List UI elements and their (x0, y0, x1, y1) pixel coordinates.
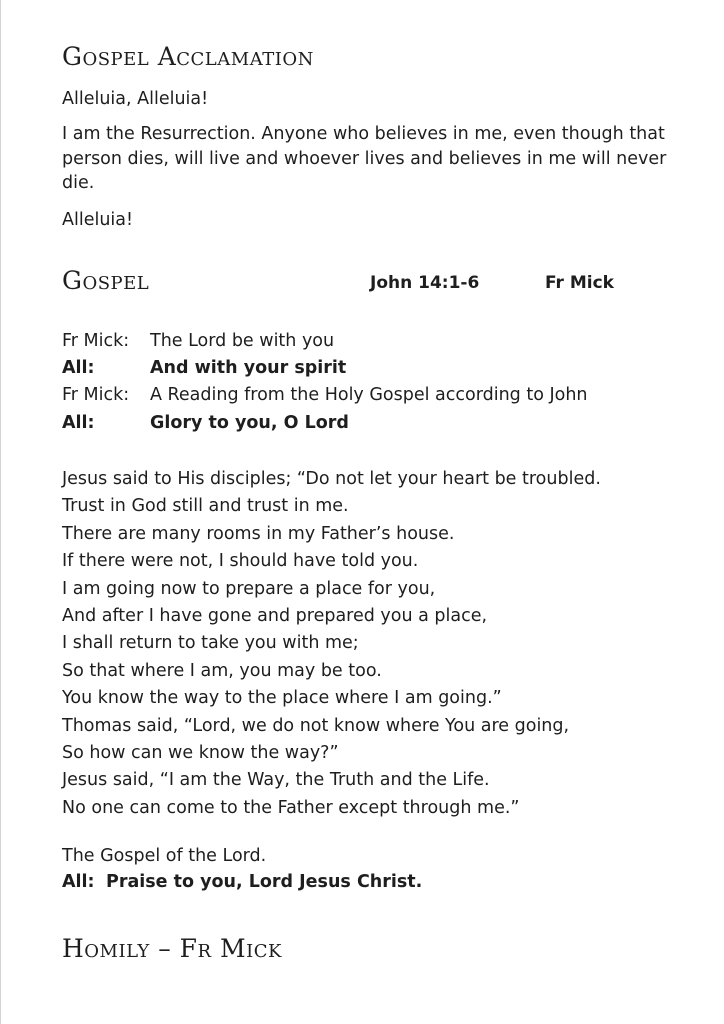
gospel-reference: John 14:1-6 (370, 273, 480, 293)
gospel-reader: Fr Mick (545, 273, 614, 293)
response-speaker: All: (62, 872, 95, 892)
alleluia-closing: Alleluia! (62, 210, 134, 230)
reading-line: Jesus said, “I am the Way, the Truth and the Life. (62, 770, 490, 791)
reading-line: If there were not, I should have told you. (62, 551, 419, 572)
reading-line: Thomas said, “Lord, we do not know where You are going, (62, 715, 570, 736)
reading-line: I shall return to take you with me; (62, 633, 359, 654)
dialogue-speaker: All: (62, 358, 95, 378)
reading-line: You know the way to the place where I am going.” (62, 688, 502, 709)
gospel-response (62, 872, 422, 892)
gospel-closing: The Gospel of the Lord. (62, 846, 267, 866)
dialogue-line: The Lord be with you (150, 331, 335, 351)
dialogue-speaker: Fr Mick: (62, 385, 130, 405)
reading-line: Jesus said to His disciples; “Do not let your heart be troubled. (62, 469, 601, 489)
reading-line: There are many rooms in my Father’s house. (62, 523, 455, 544)
reading-line: So how can we know the way?” (62, 742, 339, 763)
homily-heading: Homily – Fr Mick (62, 934, 282, 963)
gospel-acclamation-heading: Gospel Acclamation (62, 42, 314, 71)
acclamation-verse: I am the Resurrection. Anyone who believes in me, even though that person dies, will live and whoever lives and believes in me will never die. (62, 124, 667, 193)
reading-line: So that where I am, you may be too. (62, 660, 382, 681)
dialogue-speaker: Fr Mick: (62, 331, 130, 351)
gospel-heading: Gospel (62, 266, 150, 295)
dialogue-line: A Reading from the Holy Gospel according to John (150, 385, 588, 405)
reading-line: Trust in God still and trust in me. (62, 496, 349, 517)
dialogue-line: Glory to you, O Lord (150, 413, 349, 433)
reading-line: I am going now to prepare a place for you, (62, 578, 436, 599)
dialogue-line: And with your spirit (150, 358, 347, 378)
reading-line: No one can come to the Father except through me.” (62, 797, 520, 818)
response-text: Praise to you, Lord Jesus Christ. (106, 872, 423, 892)
alleluia-opening: Alleluia, Alleluia! (62, 89, 209, 109)
dialogue-speaker: All: (62, 413, 95, 433)
gospel-reading (62, 466, 601, 822)
reading-line: And after I have gone and prepared you a place, (62, 605, 488, 626)
